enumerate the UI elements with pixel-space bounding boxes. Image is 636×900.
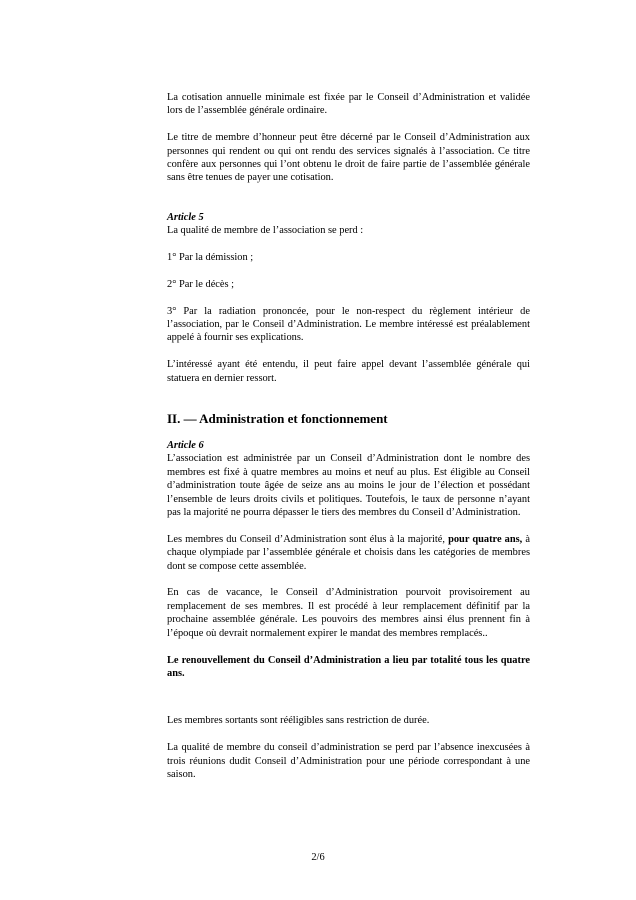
page-number: 2/6 [311, 852, 325, 863]
article-5-appeal: L’intéressé ayant été entendu, il peut faire appel devant l’assemblée générale qui statuera en dernier ressort. [167, 359, 530, 384]
article-6-paragraph-2-end: à chaque olympiade par l’assemblée générale et choisis dans les catégories de membres dont se compose cette assemblée. [167, 533, 530, 572]
document-body [167, 91, 530, 781]
article-6-paragraph-5: Les membres sortants sont rééligibles sans restriction de durée. [167, 715, 430, 727]
paragraph-cotisation: La cotisation annuelle minimale est fixée par le Conseil d’Administration et validée lors de l’assemblée générale ordinaire. [167, 92, 530, 117]
article-5-item-3: 3° Par la radiation prononcée, pour le non-respect du règlement intérieur de l’association, par le Conseil d’Administration. Le membre intéressé est préalablement appelé à fournir ses explications. [167, 305, 530, 344]
article-6-paragraph-3: En cas de vacance, le Conseil d’Administration pourvoit provisoirement au remplacement de ses membres. Il est procédé à leur remplacement définitif par la prochaine assemblée générale. Les pouvoirs des membres ainsi élus prennent fin à l’époque où devrait normalement expirer le mandat des membres remplacés.. [167, 587, 530, 639]
paragraph-membre-honneur: Le titre de membre d’honneur peut être décerné par le Conseil d’Administration aux personnes qui rendent ou qui ont rendu des services signalés à l’association. Ce titre confère aux personnes qui l’ont obtenu le droit de faire partie de l’assemblée générale sans être tenues de payer une cotisation. [167, 132, 530, 184]
article-5-heading: Article 5 [167, 211, 204, 223]
article-6-paragraph-2-bold: pour quatre ans, [448, 533, 523, 545]
article-5-item-2: 2° Par le décès ; [167, 278, 235, 290]
article-6-paragraph-4: Le renouvellement du Conseil d’Administration a lieu par totalité tous les quatre ans. [167, 654, 530, 679]
article-6-heading: Article 6 [167, 440, 204, 452]
article-6-paragraph-6: La qualité de membre du conseil d’administration se perd par l’absence inexcusées à trois réunions dudit Conseil d’Administration pour une période correspondant à une saison. [167, 742, 530, 780]
article-6-paragraph-1: L’association est administrée par un Conseil d’Administration dont le nombre des membres est fixé à quatre membres au moins et neuf au plus. Est éligible au Conseil d’administration toute âgée de seize ans au moins le jour de l’élection et possédant l’ensemble de leurs droits civils et politiques. Toutefois, le taux de personne n’ayant pas la majorité ne pourra dépasser le tiers des membres du Conseil d’Administration. [167, 453, 530, 519]
article-6-paragraph-2-start: Les membres du Conseil d’Administration sont élus à la majorité, [167, 533, 449, 545]
article-6-paragraph-2 [167, 533, 530, 573]
article-5-intro: La qualité de membre de l’association se perd : [167, 225, 364, 237]
section-2-heading: II. — Administration et fonctionnement [167, 411, 388, 427]
article-5-item-1: 1° Par la démission ; [167, 252, 254, 264]
